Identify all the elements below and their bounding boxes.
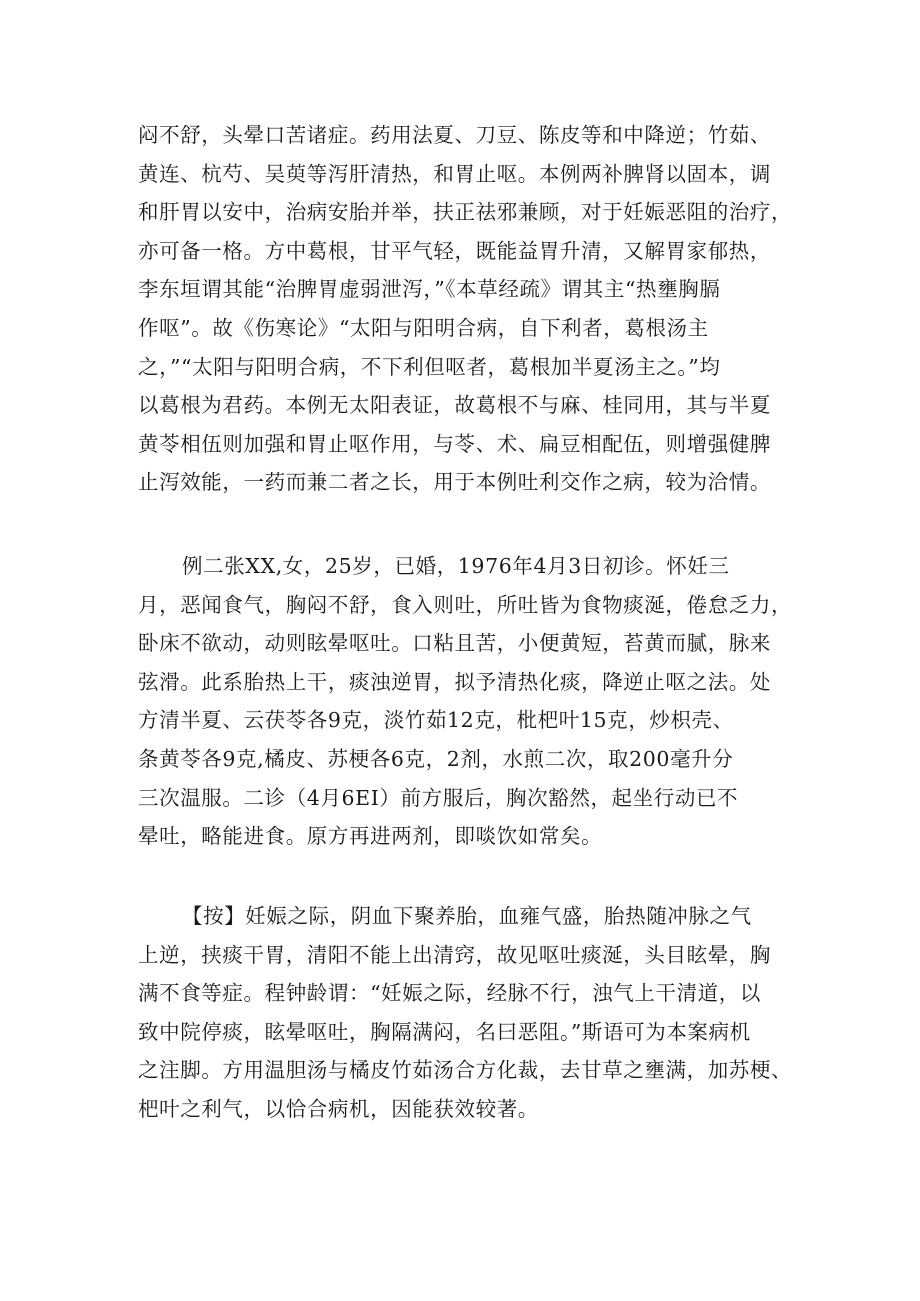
text-line: 黄苓相伍则加强和胃止呕作用，与苓、术、扁豆相配伍，则增强健脾	[138, 431, 771, 456]
text-line: 满不食等症。程钟龄谓：“妊娠之际，经脉不行，浊气上干清道，以	[138, 981, 761, 1006]
text-line: 上逆，挟痰干胃，清阳不能上出清窍，故见呕吐痰涎，头目眩晕，胸	[138, 942, 771, 967]
text-line: 闷不舒，头晕口苦诸症。药用法夏、刀豆、陈皮等和中降逆；竹茹、	[138, 123, 771, 147]
text-line: 黄连、杭芍、吴萸等泻肝清热，和胃止呕。本例两补脾肾以固本，调	[138, 161, 771, 186]
paragraph-case-two	[138, 547, 798, 856]
text-line: 致中院停痰，眩晕呕吐，胸隔满闷，名曰恶阻。”斯语可为本案病机	[138, 1019, 751, 1044]
text-line: 李东垣谓其能“治脾胃虚弱泄泻，”《本草经疏》谓其主“热壅胸膈	[138, 277, 721, 302]
text-line: 作呕”。故《伤寒论》“太阳与阳明合病，自下利者，葛根汤主	[138, 315, 709, 340]
text-line: 三次温服。二诊（4月6EI）前方服后，胸次豁然，起坐行动已不	[138, 785, 739, 810]
text-line: 月，恶闻食气，胸闷不舒，食入则吐，所吐皆为食物痰涎，倦怠乏力，	[138, 592, 793, 617]
text-line: 止泻效能，一药而兼二者之长，用于本例吐利交作之病，较为洽情。	[138, 470, 771, 495]
text-line: 晕吐，略能进食。原方再进两剂，即啖饮如常矣。	[138, 824, 603, 849]
text-line: 条黄苓各9克,橘皮、苏梗各6克，2剂，水煎二次，取200毫升分	[138, 746, 734, 771]
text-line: 亦可备一格。方中葛根，甘平气轻，既能益胃升清，又解胃家郁热，	[138, 238, 771, 263]
text-line: 方清半夏、云茯苓各9克，淡竹茹12克，枇杷叶15克，炒枳壳、	[138, 708, 734, 733]
text-line: 以葛根为君药。本例无太阳表证，故葛根不与麻、桂同用，其与半夏	[138, 393, 771, 418]
text-line: 之，”“太阳与阳明合病，不下利但呕者，葛根加半夏汤主之。”均	[138, 354, 721, 379]
paragraph-commentary-case-two	[138, 897, 798, 1129]
text-line: 弦滑。此系胎热上干，痰浊逆胃，拟予清热化痰，降逆止呕之法。处	[138, 669, 771, 694]
text-line: 之注脚。方用温胆汤与橘皮竹茹汤合方化裁，去甘草之壅满，加苏梗、	[138, 1058, 793, 1083]
text-line: 和肝胃以安中，治病安胎并举，扶正祛邪兼顾，对于妊娠恶阻的治疗，	[138, 200, 793, 225]
text-line: 杷叶之利气，以恰合病机，因能获效较著。	[138, 1096, 539, 1121]
paragraph-commentary-case-one	[138, 116, 798, 502]
text-line: 【按】妊娠之际，阴血下聚养胎，血雍气盛，胎热随冲脉之气	[182, 904, 752, 928]
text-line: 例二张XX,女，25岁，已婚，1976年4月3日初诊。怀妊三	[182, 554, 730, 578]
text-line: 卧床不欲动，动则眩晕呕吐。口粘且苦，小便黄短，苔黄而腻，脉来	[138, 631, 771, 656]
